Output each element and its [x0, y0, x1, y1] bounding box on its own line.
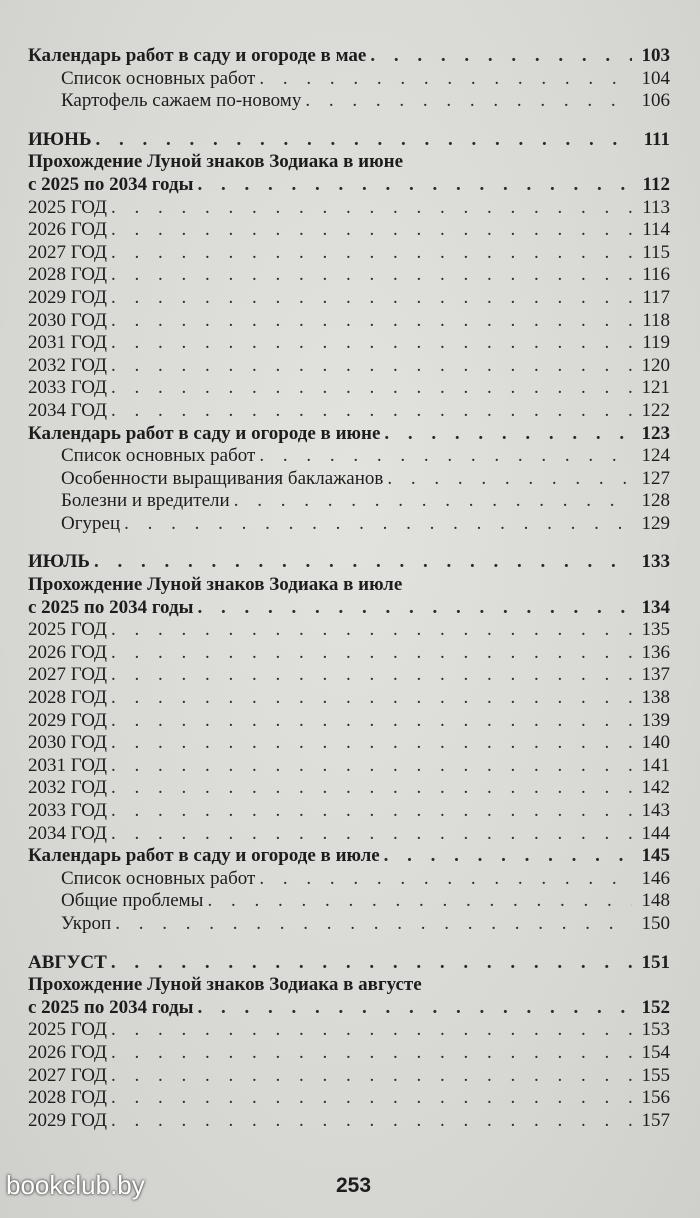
leader-dots — [259, 868, 632, 891]
leader-dots — [111, 287, 632, 310]
toc-entry-title: Календарь работ в саду и огороде в июне — [28, 422, 381, 444]
toc-entry — [28, 687, 670, 710]
toc-entry-title: 2026 ГОД — [28, 219, 107, 241]
toc-entry — [28, 551, 670, 574]
toc-entry-page: 119 — [642, 332, 670, 354]
toc-entry-page: 156 — [641, 1087, 670, 1109]
toc-entry — [28, 1019, 670, 1042]
toc-entry-title: с 2025 по 2034 годы — [28, 596, 194, 618]
toc-entry-page: 136 — [641, 641, 670, 663]
leader-dots — [111, 219, 632, 242]
leader-dots — [111, 952, 632, 975]
leader-dots — [234, 490, 632, 513]
toc-entry — [28, 710, 670, 733]
toc-entry-title: 2025 ГОД — [28, 196, 107, 218]
leader-dots — [207, 890, 632, 913]
toc-entry — [28, 513, 670, 536]
toc-entry-title: 2028 ГОД — [28, 264, 107, 286]
toc-entry-page: 152 — [641, 996, 670, 1018]
toc-entry — [28, 997, 670, 1020]
toc-entry — [28, 952, 670, 975]
toc-entry — [28, 1087, 670, 1110]
toc-entry-title: 2026 ГОД — [28, 1041, 107, 1063]
toc-entry — [28, 68, 670, 91]
leader-dots — [115, 913, 632, 936]
toc-entry-title: Картофель сажаем по-новому — [61, 90, 302, 112]
toc-entry — [28, 800, 670, 823]
toc-entry-page: 114 — [642, 219, 670, 241]
leader-dots — [111, 400, 632, 423]
toc-entry — [28, 1042, 670, 1065]
toc-entry-page: 139 — [641, 709, 670, 731]
table-of-contents — [28, 45, 670, 1132]
toc-entry — [28, 890, 670, 913]
toc-entry-page: 142 — [641, 777, 670, 799]
toc-entry — [28, 642, 670, 665]
toc-entry-title: 2029 ГОД — [28, 1109, 107, 1131]
toc-entry-title: 2028 ГОД — [28, 1087, 107, 1109]
toc-entry — [28, 868, 670, 891]
toc-entry — [28, 355, 670, 378]
toc-entry-page: 104 — [641, 67, 670, 89]
toc-entry-title: ИЮЛЬ — [28, 551, 90, 573]
toc-entry-title: Список основных работ — [61, 445, 256, 467]
toc-entry-page: 154 — [641, 1041, 670, 1063]
leader-dots — [111, 264, 632, 287]
toc-entry-page: 106 — [641, 90, 670, 112]
leader-dots — [387, 468, 632, 491]
leader-dots — [111, 1087, 632, 1110]
toc-entry-title: 2031 ГОД — [28, 332, 107, 354]
toc-entry-title: 2025 ГОД — [28, 619, 107, 641]
toc-entry — [28, 310, 670, 333]
toc-entry-title: 2034 ГОД — [28, 399, 107, 421]
page-number: 253 — [336, 1174, 372, 1197]
watermark: bookclub.by — [6, 1170, 145, 1200]
toc-entry-title-line: Прохождение Луной знаков Зодиака в августе — [28, 974, 422, 996]
leader-dots — [111, 377, 632, 400]
toc-entry-title: Календарь работ в саду и огороде в июле — [28, 845, 380, 867]
toc-entry-title: 2033 ГОД — [28, 377, 107, 399]
toc-entry — [28, 777, 670, 800]
toc-entry-page: 146 — [641, 867, 670, 889]
toc-entry-page: 124 — [641, 445, 670, 467]
leader-dots — [111, 687, 632, 710]
toc-entry-page: 111 — [643, 128, 670, 150]
leader-dots — [111, 1019, 632, 1042]
toc-entry-page: 155 — [641, 1064, 670, 1086]
leader-dots — [111, 755, 632, 778]
toc-entry — [28, 1110, 670, 1133]
toc-entry — [28, 264, 670, 287]
toc-entry-title: 2032 ГОД — [28, 777, 107, 799]
toc-entry-page: 133 — [641, 551, 670, 573]
leader-dots — [197, 997, 632, 1020]
leader-dots — [111, 197, 632, 220]
leader-dots — [124, 513, 632, 536]
leader-dots — [305, 90, 632, 113]
leader-dots — [259, 445, 632, 468]
toc-entry — [28, 468, 670, 491]
toc-entry-page: 113 — [642, 196, 670, 218]
toc-entry-title: Календарь работ в саду и огороде в мае — [28, 45, 367, 66]
toc-entry-title: 2031 ГОД — [28, 754, 107, 776]
toc-entry-title: 2030 ГОД — [28, 309, 107, 331]
toc-entry-title: 2028 ГОД — [28, 687, 107, 709]
toc-entry-title: Огурец — [61, 512, 121, 534]
toc-entry-page: 140 — [641, 732, 670, 754]
leader-dots — [111, 242, 632, 265]
toc-entry-title: 2027 ГОД — [28, 664, 107, 686]
toc-entry-title: Общие проблемы — [61, 890, 204, 912]
toc-entry — [28, 755, 670, 778]
toc-entry — [28, 732, 670, 755]
toc-entry-title: Список основных работ — [61, 67, 256, 89]
leader-dots — [197, 174, 632, 197]
toc-entry — [28, 377, 670, 400]
leader-dots — [111, 777, 632, 800]
toc-entry-title: 2027 ГОД — [28, 1064, 107, 1086]
toc-entry-title: 2030 ГОД — [28, 732, 107, 754]
toc-entry-page: 153 — [641, 1019, 670, 1041]
toc-entry — [28, 287, 670, 310]
toc-entry-page: 115 — [642, 241, 670, 263]
toc-entry — [28, 219, 670, 242]
toc-entry-title: Укроп — [61, 912, 112, 934]
toc-entry-page: 117 — [642, 286, 670, 308]
toc-entry-page: 129 — [641, 512, 670, 534]
toc-entry-page: 150 — [641, 912, 670, 934]
toc-entry — [28, 197, 670, 220]
toc-entry-page: 118 — [642, 309, 670, 331]
toc-entry — [28, 597, 670, 620]
leader-dots — [370, 45, 632, 68]
toc-entry-page: 148 — [641, 890, 670, 912]
leader-dots — [94, 551, 632, 574]
toc-entry-title: с 2025 по 2034 годы — [28, 996, 194, 1018]
leader-dots — [111, 1042, 632, 1065]
toc-entry-title: ИЮНЬ — [28, 128, 92, 150]
toc-entry — [28, 129, 670, 152]
toc-entry-page: 112 — [642, 173, 670, 195]
leader-dots — [111, 619, 632, 642]
toc-entry — [28, 619, 670, 642]
toc-entry — [28, 845, 670, 868]
leader-dots — [111, 332, 632, 355]
leader-dots — [111, 1110, 632, 1133]
toc-entry-page: 135 — [641, 619, 670, 641]
toc-entry-page: 145 — [641, 845, 670, 867]
toc-entry-title: 2025 ГОД — [28, 1019, 107, 1041]
toc-entry — [28, 823, 670, 846]
toc-entry — [28, 1065, 670, 1088]
leader-dots — [384, 845, 632, 868]
toc-entry-page: 138 — [641, 687, 670, 709]
toc-entry-page: 137 — [641, 664, 670, 686]
toc-entry-page: 122 — [641, 399, 670, 421]
toc-entry — [28, 664, 670, 687]
toc-entry-title: 2029 ГОД — [28, 286, 107, 308]
leader-dots — [111, 823, 632, 846]
toc-entry-page: 127 — [641, 467, 670, 489]
leader-dots — [111, 732, 632, 755]
toc-entry-page: 157 — [641, 1109, 670, 1131]
leader-dots — [111, 800, 632, 823]
toc-entry — [28, 174, 670, 197]
toc-entry-page: 103 — [641, 45, 670, 66]
toc-entry-page: 141 — [641, 754, 670, 776]
toc-entry — [28, 423, 670, 446]
toc-entry-page: 116 — [642, 264, 670, 286]
toc-entry-title: Болезни и вредители — [61, 490, 230, 512]
toc-entry — [28, 913, 670, 936]
toc-entry-page: 128 — [641, 490, 670, 512]
toc-entry-title: 2032 ГОД — [28, 354, 107, 376]
toc-entry-page: 121 — [641, 377, 670, 399]
leader-dots — [197, 597, 632, 620]
toc-entry-title: с 2025 по 2034 годы — [28, 173, 194, 195]
toc-entry — [28, 490, 670, 513]
toc-entry-title: Список основных работ — [61, 867, 256, 889]
toc-entry — [28, 445, 670, 468]
leader-dots — [111, 664, 632, 687]
leader-dots — [111, 355, 632, 378]
toc-entry-title: Особенности выращивания баклажанов — [61, 467, 384, 489]
leader-dots — [111, 642, 632, 665]
toc-entry-title: 2033 ГОД — [28, 800, 107, 821]
toc-entry-title: 2034 ГОД — [28, 822, 107, 844]
toc-entry-title: 2027 ГОД — [28, 241, 107, 263]
leader-dots — [384, 423, 632, 446]
toc-entry-page: 144 — [641, 822, 670, 844]
toc-entry-page: 123 — [641, 422, 670, 444]
toc-entry-page: 120 — [641, 354, 670, 376]
leader-dots — [96, 129, 632, 152]
toc-entry — [28, 45, 670, 68]
toc-entry-title: 2026 ГОД — [28, 641, 107, 663]
toc-entry-page: 151 — [641, 951, 670, 973]
toc-entry-title-line: Прохождение Луной знаков Зодиака в июне — [28, 151, 404, 173]
toc-entry-page: 134 — [641, 596, 670, 618]
toc-entry-title-line: Прохождение Луной знаков Зодиака в июле — [28, 574, 403, 596]
toc-entry — [28, 90, 670, 113]
toc-entry-title: АВГУСТ — [28, 951, 107, 973]
toc-entry-title: 2029 ГОД — [28, 709, 107, 731]
leader-dots — [111, 1065, 632, 1088]
toc-entry — [28, 332, 670, 355]
leader-dots — [111, 710, 632, 733]
toc-entry-page: 143 — [641, 800, 670, 821]
toc-entry — [28, 400, 670, 423]
leader-dots — [111, 310, 632, 333]
toc-entry — [28, 242, 670, 265]
leader-dots — [259, 68, 632, 91]
